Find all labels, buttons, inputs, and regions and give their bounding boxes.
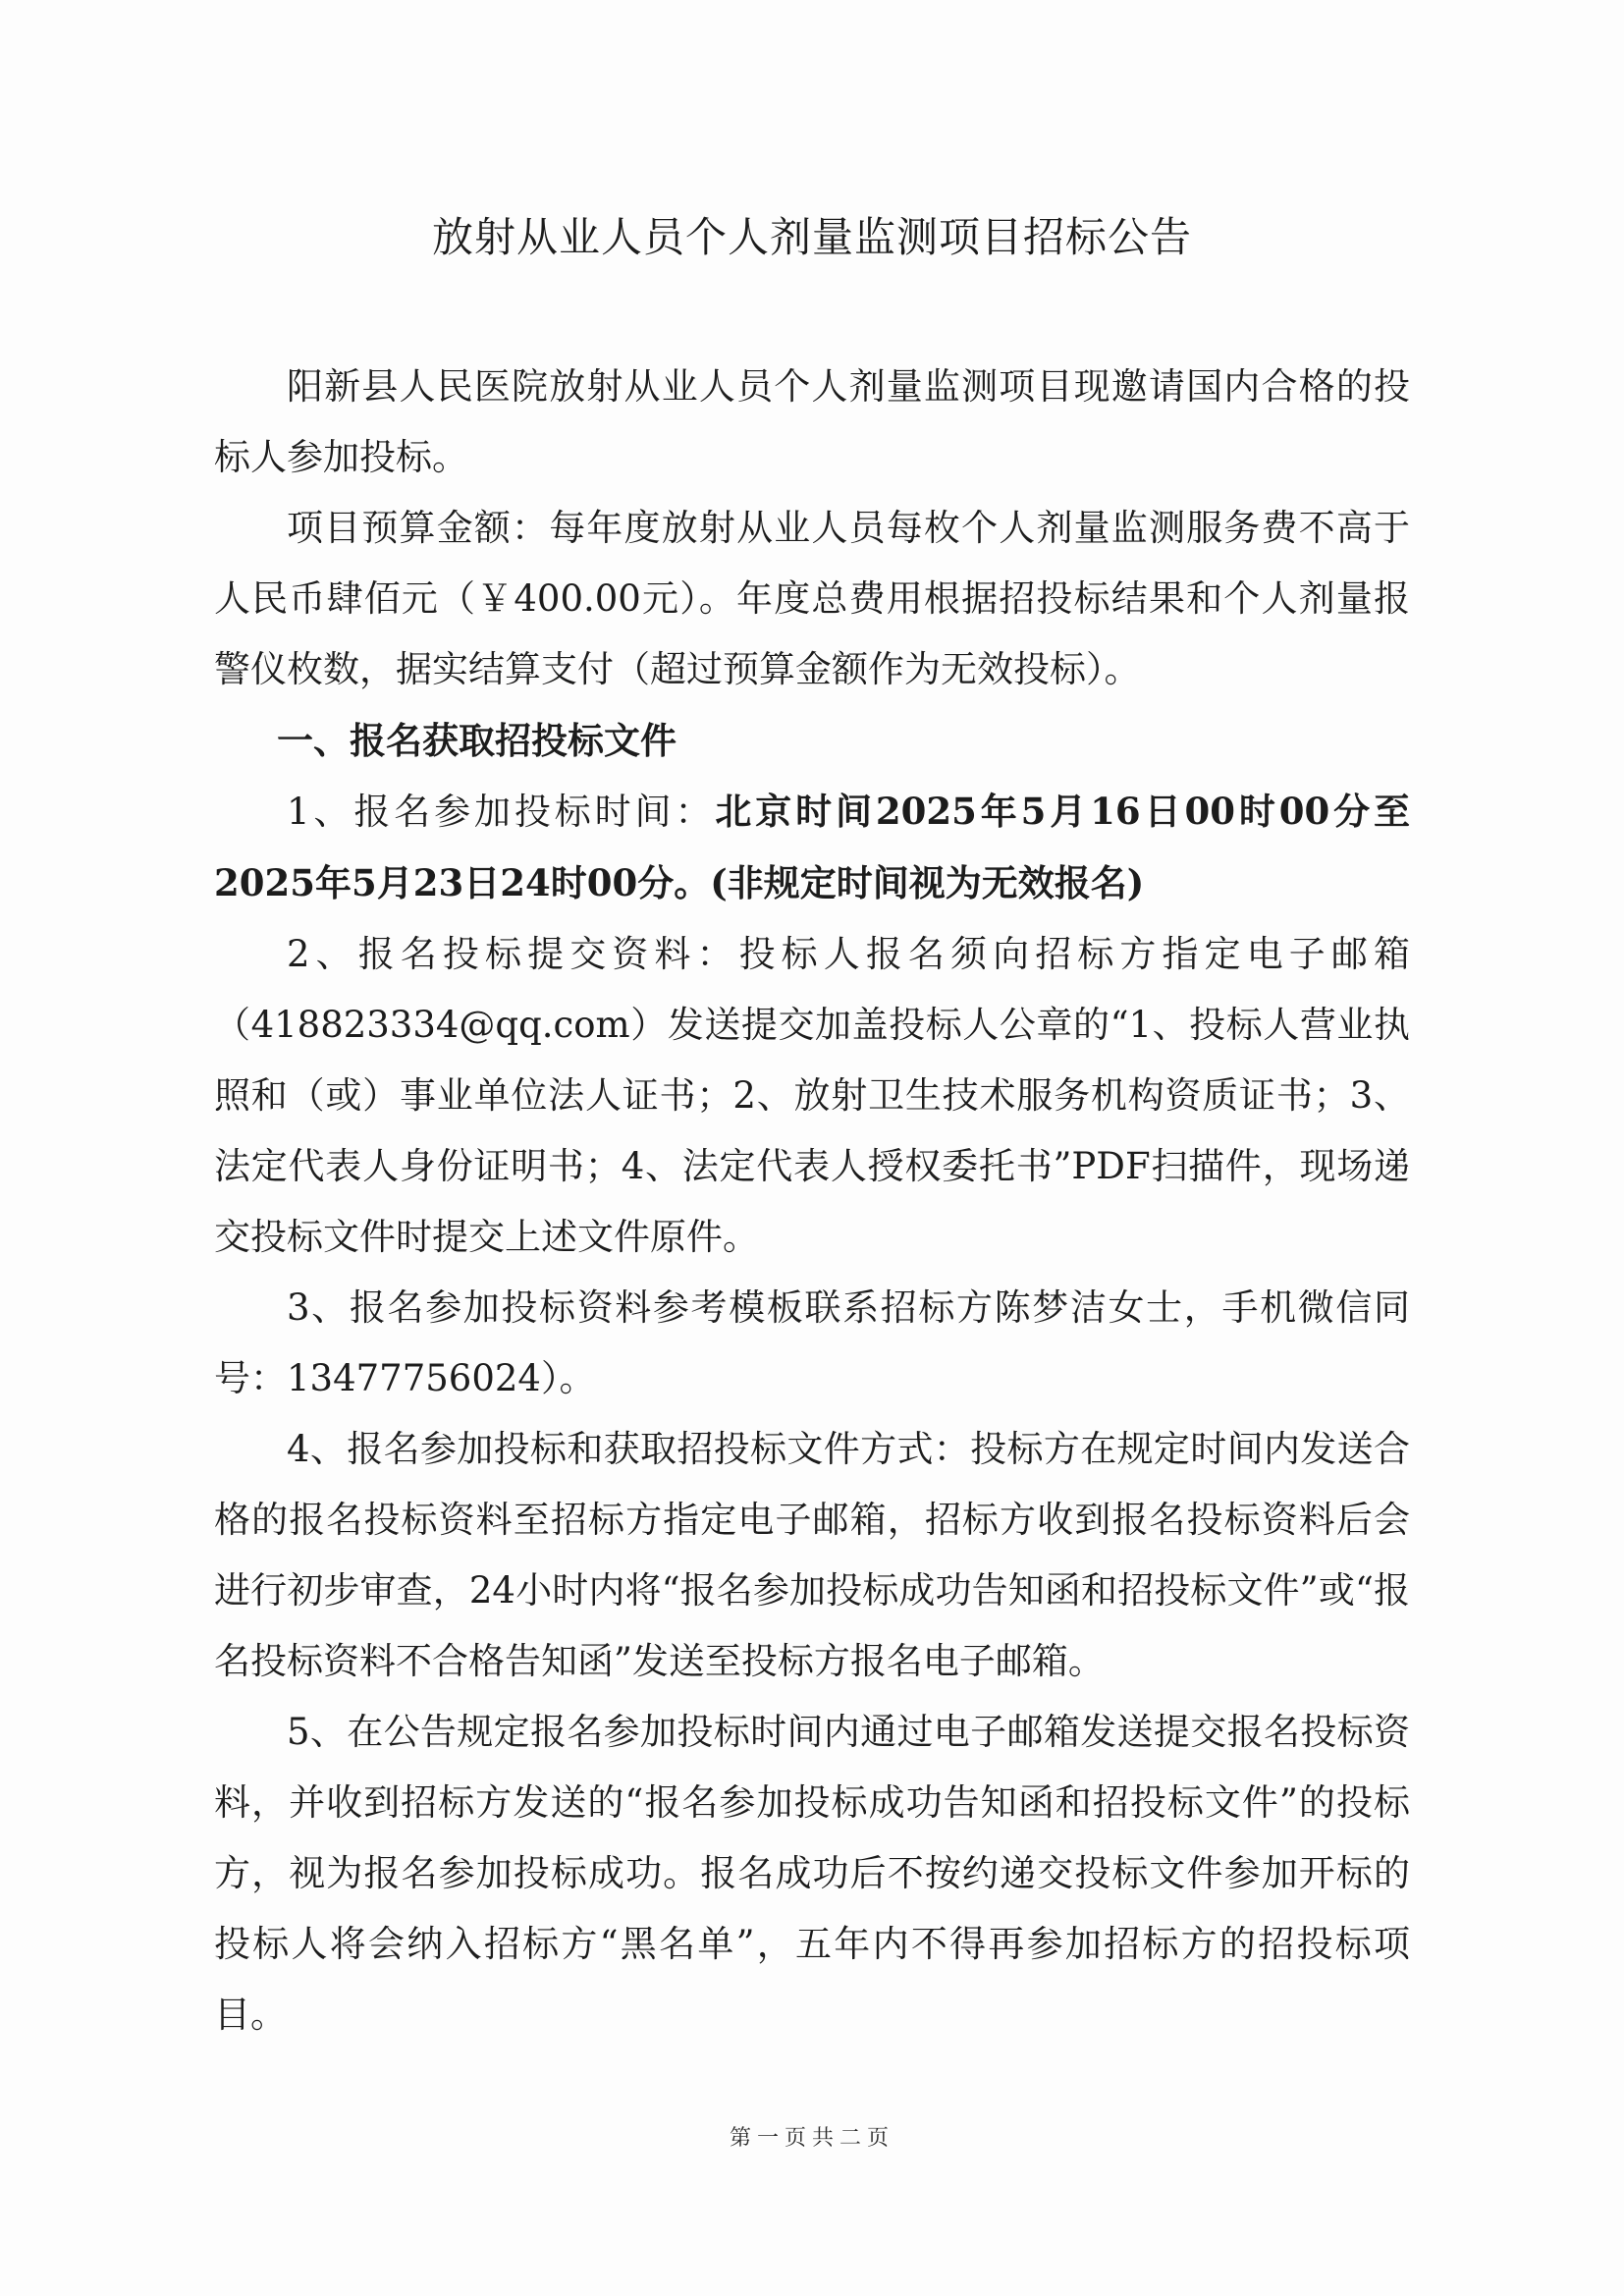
item-3-paragraph: 3、报名参加投标资料参考模板联系招标方陈梦洁女士，手机微信同号：13477756024）。 [214,1286,1410,1399]
page-footer: 第一页共二页 [729,2126,894,2151]
item-1-bold-text: 北京时间2025年5月16日00时00分至2025年5月23日24时00分。(非规定时间视为无效报名) [214,790,1410,904]
item-1-paragraph [214,776,1410,919]
section-heading-1: 一、报名获取招投标文件 [277,719,677,762]
budget-paragraph: 项目预算金额：每年度放射从业人员每枚个人剂量监测服务费不高于人民币肆佰元（￥400.00元）。年度总费用根据招投标结果和个人剂量报警仪枚数，据实结算支付（超过预算金额作为无效投标）。 [214,507,1410,690]
item-4-paragraph: 4、报名参加投标和获取招投标文件方式：投标方在规定时间内发送合格的报名投标资料至招标方指定电子邮箱，招标方收到报名投标资料后会进行初步审查，24小时内将“报名参加投标成功告知函和招投标文件”或“报名投标资料不合格告知函”发送至投标方报名电子邮箱。 [214,1428,1410,1682]
item-1-label: 1、报名参加投标时间： [287,791,716,833]
item-2-paragraph: 2、报名投标提交资料：投标人报名须向招标方指定电子邮箱（418823334@qq.com）发送提交加盖投标人公章的“1、投标人营业执照和（或）事业单位法人证书；2、放射卫生技术服务机构资质证书；3、法定代表人身份证明书；4、法定代表人授权委托书”PDF扫描件，现场递交投标文件时提交上述文件原件。 [214,933,1410,1258]
document-title: 放射从业人员个人剂量监测项目招标公告 [431,213,1192,261]
document-body [214,352,1410,2050]
item-5-paragraph: 5、在公告规定报名参加投标时间内通过电子邮箱发送提交报名投标资料，并收到招标方发送的“报名参加投标成功告知函和招投标文件”的投标方，视为报名参加投标成功。报名成功后不按约递交投标文件参加开标的投标人将会纳入招标方“黑名单”，五年内不得再参加招标方的招投标项目。 [214,1711,1410,2036]
intro-paragraph: 阳新县人民医院放射从业人员个人剂量监测项目现邀请国内合格的投标人参加投标。 [214,365,1410,478]
